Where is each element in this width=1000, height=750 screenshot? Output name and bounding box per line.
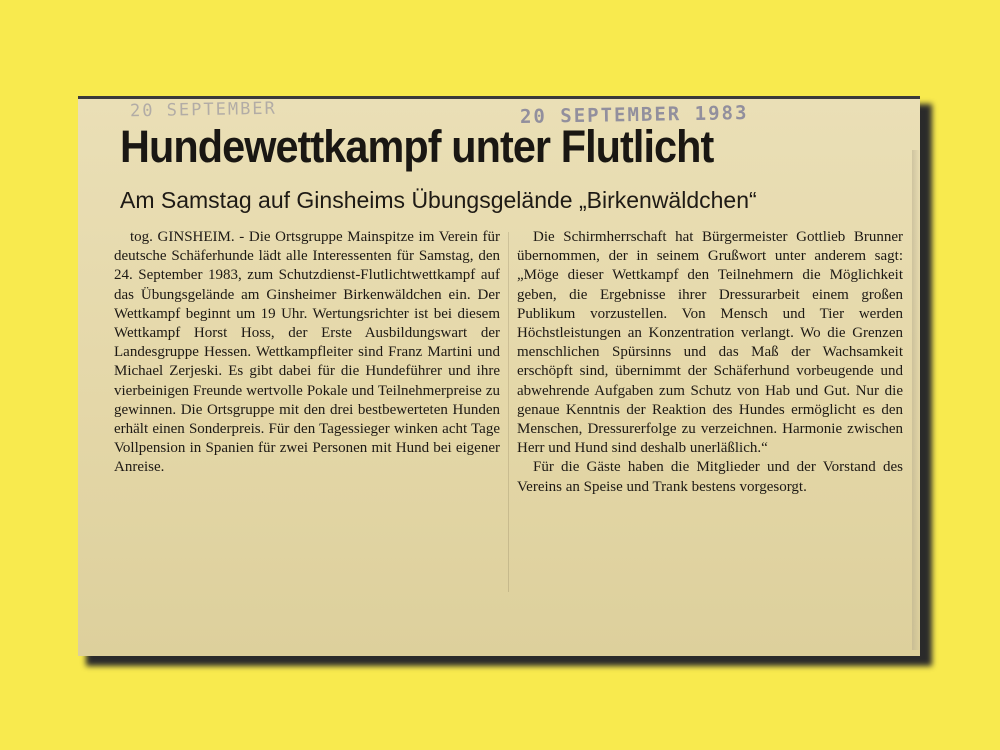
article-column-left <box>114 228 500 478</box>
article-paragraph: tog. GINSHEIM. - Die Ortsgruppe Mainspitze im Verein für deutsche Schäferhunde lädt alle Interessenten für Samstag, den 24. September 1983, zum Schutzdienst-Flutlichtwettkampf auf das Übungsgelände am Ginsheimer Birkenwäldchen ein. Der Wettkampf beginnt um 19 Uhr. Wertungsrichter ist bei diesem Wettkampf Horst Hoss, der Erste Ausbildungswart der Landesgruppe Hessen. Wettkampfleiter sind Franz Martini und Michael Zerjeski. Es gibt dabei für die Hundeführer und ihre vierbeinigen Freunde wertvolle Pokale und Teilnehmerpreise zu gewinnen. Die Ortsgruppe mit den drei bestbewerteten Hunden erhält einen Sonderpreis. Für den Tagessieger winken acht Tage Vollpension in Spanien für zwei Personen mit Hund bei eigener Anreise. <box>114 229 500 476</box>
article-column-right <box>517 228 903 497</box>
article-paragraph: Für die Gäste haben die Mitglieder und der Vorstand des Vereins an Speise und Trank bestens vorgesorgt. <box>517 459 903 495</box>
article-subheadline: Am Samstag auf Ginsheims Übungsgelände „Birkenwäldchen“ <box>120 187 757 213</box>
date-stamp-right: 20 SEPTEMBER 1983 <box>519 102 749 128</box>
column-divider <box>508 232 509 592</box>
date-stamp-left: 20 SEPTEMBER <box>129 98 277 122</box>
article-headline: Hundewettkampf unter Flutlicht <box>120 121 714 172</box>
clipping-edge <box>912 150 920 650</box>
article-paragraph: Die Schirmherrschaft hat Bürgermeister Gottlieb Brunner übernommen, der in seinem Grußwort unter anderem sagt: „Möge dieser Wettkampf den Teilnehmern die Möglichkeit geben, die Ergebnisse ihrer Dressurarbeit einem großen Publikum vorzustellen. Von Mensch und Tier werden Höchstleistungen an Konzentration verlangt. Wo die Grenzen menschlichen Spürsinns und das Maß der Wachsamkeit erschöpft sind, übernimmt der Schäferhund vorbeugende und abwehrende Aufgaben zum Schutz von Hab und Gut. Nur die genaue Kenntnis der Reaktion des Hundes ermöglicht es den Menschen, Dressurerfolge zu verzeichnen. Harmonie zwischen Herr und Hund sind deshalb unerläßlich.“ <box>517 229 903 457</box>
